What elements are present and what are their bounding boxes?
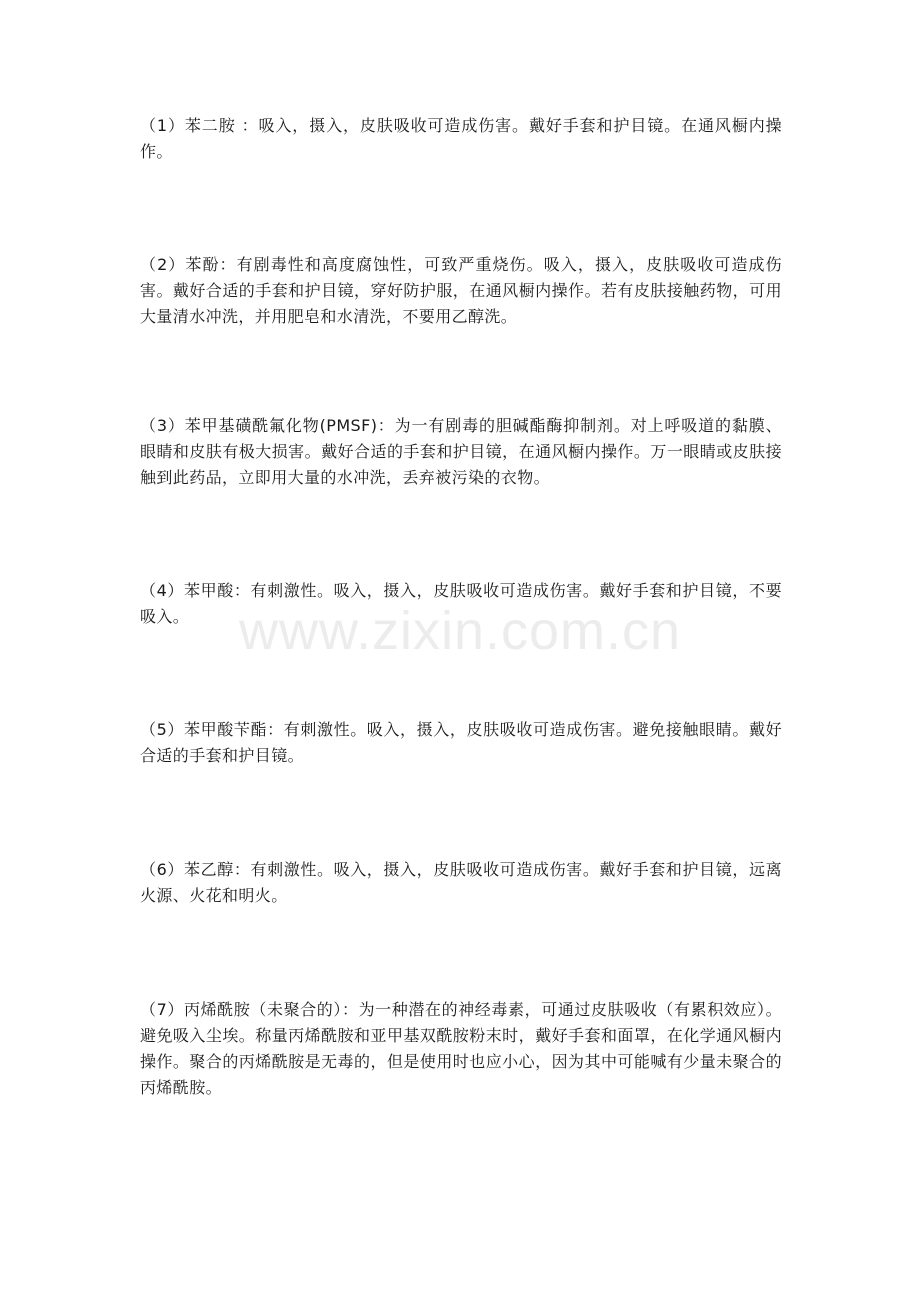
paragraph-pmsf: （3）苯甲基磺酰氟化物(PMSF)：为一有剧毒的胆碱酯酶抑制剂。对上呼吸道的黏膜、眼睛和皮肤有极大损害。戴好合适的手套和护目镜，在通风橱内操作。万一眼睛或皮肤接触到此药品，立即用大量的水冲洗，丢弃被污染的衣物。 [140,416,782,487]
watermark-text: www.zixin.com.cn [238,601,682,661]
paragraph-benzenediamine: （1）苯二胺 ：吸入，摄入，皮肤吸收可造成伤害。戴好手套和护目镜。在通风橱内操作。 [140,116,782,161]
paragraph-acrylamide: （7）丙烯酰胺（未聚合的）：为一种潜在的神经毒素，可通过皮肤吸收（有累积效应）。避免吸入尘埃。称量丙烯酰胺和亚甲基双酰胺粉末时，戴好手套和面罩，在化学通风橱内操作。聚合的丙烯酰胺是无毒的，但是使用时也应小心，因为其中可能喊有少量未聚合的丙烯酰胺。 [140,1000,782,1097]
paragraph-benzoic-acid: （4）苯甲酸：有刺激性。吸入，摄入，皮肤吸收可造成伤害。戴好手套和护目镜，不要吸入。 [140,581,782,626]
paragraph-benzyl-benzoate: （5）苯甲酸苄酯：有刺激性。吸入，摄入，皮肤吸收可造成伤害。避免接触眼睛。戴好合适的手套和护目镜。 [140,720,782,765]
paragraph-phenylethanol: （6）苯乙醇：有刺激性。吸入，摄入，皮肤吸收可造成伤害。戴好手套和护目镜，远离火源、火花和明火。 [140,860,782,905]
paragraph-phenol: （2）苯酚：有剧毒性和高度腐蚀性，可致严重烧伤。吸入，摄入，皮肤吸收可造成伤害。戴好合适的手套和护目镜，穿好防护服，在通风橱内操作。若有皮肤接触药物，可用大量清水冲洗，并用肥皂和水清洗，不要用乙醇洗。 [140,255,782,326]
